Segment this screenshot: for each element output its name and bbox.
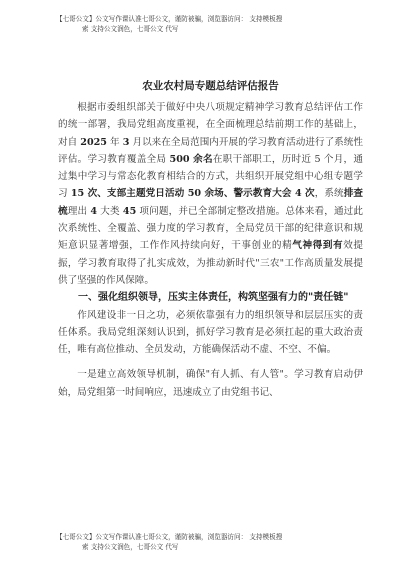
footer-banner-line-1: 【七哥公文】公文写作课认准七哥公文，谨防被骗，浏览器访问： 支持模板搜 — [56, 533, 283, 541]
paragraph-text: 月以来在全局范围内开展的学习教育活动进行了系统性评估。学习教育覆盖全局 — [58, 136, 363, 165]
paragraph-text: 项问题，并已全部制定整改措施。总体来看，通过此次系统性、全覆盖、强力度的学习教育，全局党员干部的纪律意识和规矩意识显著增强，工作作风持续向好，干事创业的精 — [58, 205, 363, 252]
footer-banner-line-2: 索 支持公文润色，七哥公文 代写 — [82, 543, 179, 551]
paragraph-text: 在职干部职工，历时近 5 个月，通过集中学习与常态化教育相结合的方式，共组织开展党组中心组专题学习 — [58, 153, 363, 200]
header-banner-line-1: 【七哥公文】公文写作课认准七哥公文，谨防被骗，浏览器访问： 支持模板搜 — [56, 15, 283, 23]
emphasis-text: 15 次、支部主题党日活动 50 余场、警示教育大会 4 次 — [70, 188, 315, 200]
paragraph-text: 理出 — [67, 205, 91, 217]
emphasis-text: 气神得到有 — [292, 240, 344, 252]
document-title: 农业农村局专题总结评估报告 — [142, 80, 279, 92]
paragraph-text: 效提振，学习教育取得了扎实成效，为推动新时代"三农"工作高质量发展提供了坚强的作风保障。 — [58, 240, 364, 286]
emphasis-text: 3 — [122, 136, 130, 148]
emphasis-text: 2025 — [80, 136, 107, 148]
header-banner — [56, 14, 376, 34]
header-banner-line-2: 索 支持公文润色，七哥公文 代写 — [82, 25, 179, 33]
emphasis-text: 500 余名 — [169, 153, 213, 165]
footer-banner — [56, 532, 376, 552]
paragraph-text: ，系统 — [314, 188, 344, 200]
section-heading-1: 一、强化组织领导，压实主体责任，构筑坚强有力的"责任链" — [78, 292, 349, 304]
document-body — [58, 78, 363, 401]
emphasis-text: 4 — [90, 205, 98, 217]
paragraph-text: 年 — [106, 136, 123, 148]
section-1-paragraph-2: 一是建立高效领导机制，确保"有人抓、有人管"。学习教育启动伊始，局党组第一时间响应，迅速成立了由党组书记、 — [58, 369, 363, 398]
paragraph-text: 大类 — [97, 205, 123, 217]
emphasis-text: 排查梳 — [58, 188, 363, 217]
emphasis-text: 45 — [122, 205, 137, 217]
intro-paragraph — [58, 99, 363, 289]
paragraph-text: 根据市委组织部关于做好中央八项规定精神学习教育总结评估工作的统一部署，我局党组高度重视，在全面梳理总结前期工作的基础上，对自 — [58, 102, 363, 148]
section-1-paragraph-1: 作风建设非一日之功，必须依靠强有力的组织领导和层层压实的责任体系。我局党组深刻认识到，抓好学习教育是必须扛起的重大政治责任，唯有高位推动、全员发动，方能确保活动不虚、不空、不偏。 — [58, 309, 363, 356]
